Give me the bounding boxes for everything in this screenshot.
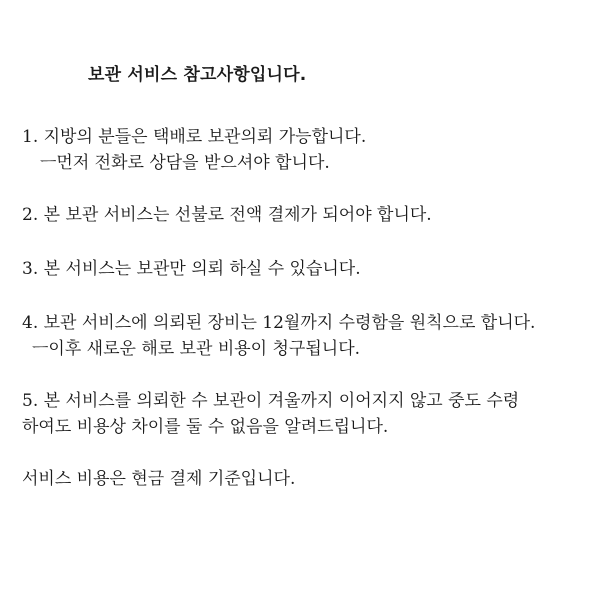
- item-1-line: 1. 지방의 분들은 택배로 보관의뢰 가능합니다.: [22, 127, 367, 147]
- item-4-line: 4. 보관 서비스에 의뢰된 장비는 12월까지 수령함을 원칙으로 합니다.: [22, 313, 536, 333]
- item-3-line: 3. 본 서비스는 보관만 의뢰 하실 수 있습니다.: [22, 259, 361, 279]
- item-5-continuation: 하여도 비용상 차이를 둘 수 없음을 알려드립니다.: [22, 417, 389, 437]
- item-4-note: ㅡ이후 새로운 해로 보관 비용이 청구됩니다.: [32, 339, 361, 359]
- item-2-line: 2. 본 보관 서비스는 선불로 전액 결제가 되어야 합니다.: [22, 205, 432, 225]
- footer-note: 서비스 비용은 현금 결제 기준입니다.: [22, 469, 296, 489]
- page-title: 보관 서비스 참고사항입니다.: [88, 65, 307, 85]
- item-5-line: 5. 본 서비스를 의뢰한 수 보관이 겨울까지 이어지지 않고 중도 수령: [22, 391, 520, 411]
- item-1-note: ㅡ먼저 전화로 상담을 받으셔야 합니다.: [40, 153, 330, 173]
